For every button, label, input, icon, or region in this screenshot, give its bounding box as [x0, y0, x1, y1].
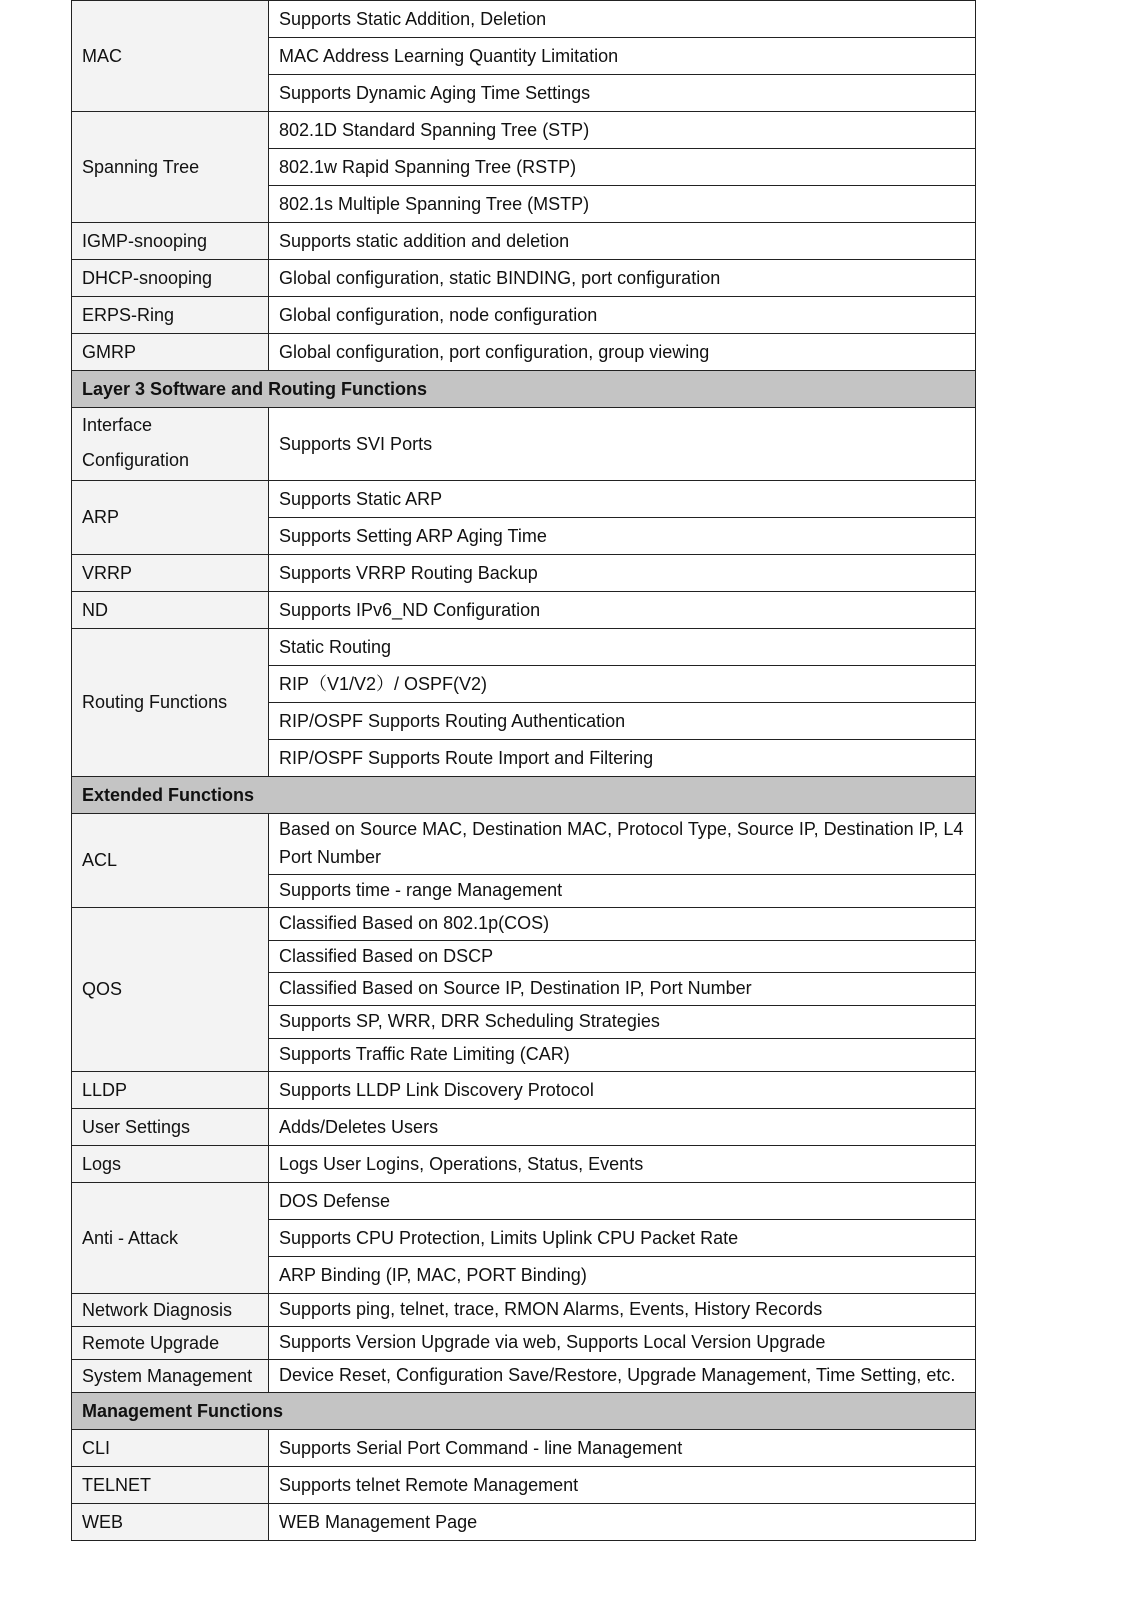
feature-label: Logs: [72, 1146, 269, 1183]
feature-detail: RIP/OSPF Supports Route Import and Filtering: [269, 740, 976, 777]
table-row: [72, 814, 976, 875]
feature-detail: DOS Defense: [269, 1183, 976, 1220]
table-row: [72, 1109, 976, 1146]
feature-label: Anti - Attack: [72, 1183, 269, 1294]
table-row: [72, 1183, 976, 1220]
feature-detail: Supports Serial Port Command - line Management: [269, 1429, 976, 1466]
feature-detail: Supports Traffic Rate Limiting (CAR): [269, 1039, 976, 1072]
table-row: [72, 1503, 976, 1540]
feature-label: MAC: [72, 1, 269, 112]
feature-label: ND: [72, 592, 269, 629]
feature-label: System Management: [72, 1359, 269, 1392]
feature-label: GMRP: [72, 334, 269, 371]
table-row: [72, 629, 976, 666]
section-header-row: [72, 371, 976, 408]
feature-label: User Settings: [72, 1109, 269, 1146]
feature-label: LLDP: [72, 1072, 269, 1109]
feature-label: IGMP-snooping: [72, 223, 269, 260]
feature-detail: Logs User Logins, Operations, Status, Events: [269, 1146, 976, 1183]
feature-detail: Global configuration, static BINDING, port configuration: [269, 260, 976, 297]
feature-label: Network Diagnosis: [72, 1294, 269, 1327]
table-row: [72, 112, 976, 149]
feature-detail: RIP（V1/V2）/ OSPF(V2): [269, 666, 976, 703]
spec-table: [71, 0, 976, 1541]
feature-label: CLI: [72, 1429, 269, 1466]
feature-label: VRRP: [72, 555, 269, 592]
feature-detail: MAC Address Learning Quantity Limitation: [269, 38, 976, 75]
feature-detail: Supports VRRP Routing Backup: [269, 555, 976, 592]
feature-detail: 802.1w Rapid Spanning Tree (RSTP): [269, 149, 976, 186]
feature-label: ACL: [72, 814, 269, 908]
feature-detail: 802.1D Standard Spanning Tree (STP): [269, 112, 976, 149]
table-row: [72, 223, 976, 260]
feature-detail: Global configuration, port configuration, group viewing: [269, 334, 976, 371]
table-row: [72, 1466, 976, 1503]
feature-detail: Supports LLDP Link Discovery Protocol: [269, 1072, 976, 1109]
feature-detail: Supports Dynamic Aging Time Settings: [269, 75, 976, 112]
table-row: [72, 1072, 976, 1109]
feature-detail: Supports Setting ARP Aging Time: [269, 518, 976, 555]
table-row: [72, 1429, 976, 1466]
section-title: Extended Functions: [72, 777, 976, 814]
feature-label: Remote Upgrade: [72, 1327, 269, 1360]
feature-detail: Supports time - range Management: [269, 874, 976, 907]
section-title: Management Functions: [72, 1392, 976, 1429]
table-row: [72, 408, 976, 481]
table-row: [72, 555, 976, 592]
table-row: [72, 1, 976, 38]
feature-detail: Based on Source MAC, Destination MAC, Protocol Type, Source IP, Destination IP, L4 Port Number: [269, 814, 976, 875]
table-row: [72, 334, 976, 371]
feature-detail: 802.1s Multiple Spanning Tree (MSTP): [269, 186, 976, 223]
table-row: [72, 260, 976, 297]
table-row: [72, 1359, 976, 1392]
table-row: [72, 297, 976, 334]
feature-detail: ARP Binding (IP, MAC, PORT Binding): [269, 1257, 976, 1294]
table-row: [72, 907, 976, 940]
table-row: [72, 481, 976, 518]
feature-detail: Supports ping, telnet, trace, RMON Alarms, Events, History Records: [269, 1294, 976, 1327]
table-row: [72, 1294, 976, 1327]
feature-detail: Supports SVI Ports: [269, 408, 976, 481]
feature-label: DHCP-snooping: [72, 260, 269, 297]
feature-detail: RIP/OSPF Supports Routing Authentication: [269, 703, 976, 740]
feature-detail: Supports CPU Protection, Limits Uplink CPU Packet Rate: [269, 1220, 976, 1257]
feature-label: Interface Configuration: [72, 408, 269, 481]
feature-label: TELNET: [72, 1466, 269, 1503]
table-row: [72, 592, 976, 629]
feature-detail: Classified Based on Source IP, Destination IP, Port Number: [269, 973, 976, 1006]
feature-label: QOS: [72, 907, 269, 1071]
table-row: [72, 1327, 976, 1360]
feature-detail: Supports Static Addition, Deletion: [269, 1, 976, 38]
feature-detail: Supports Static ARP: [269, 481, 976, 518]
section-header-row: [72, 777, 976, 814]
feature-label: ARP: [72, 481, 269, 555]
feature-label: ERPS-Ring: [72, 297, 269, 334]
section-header-row: [72, 1392, 976, 1429]
feature-detail: WEB Management Page: [269, 1503, 976, 1540]
table-row: [72, 1146, 976, 1183]
feature-detail: Supports SP, WRR, DRR Scheduling Strategies: [269, 1006, 976, 1039]
feature-detail: Classified Based on DSCP: [269, 940, 976, 973]
feature-label: Spanning Tree: [72, 112, 269, 223]
feature-detail: Supports static addition and deletion: [269, 223, 976, 260]
feature-label: WEB: [72, 1503, 269, 1540]
feature-detail: Device Reset, Configuration Save/Restore, Upgrade Management, Time Setting, etc.: [269, 1359, 976, 1392]
feature-detail: Supports Version Upgrade via web, Supports Local Version Upgrade: [269, 1327, 976, 1360]
feature-label: Routing Functions: [72, 629, 269, 777]
feature-detail: Supports IPv6_ND Configuration: [269, 592, 976, 629]
feature-detail: Static Routing: [269, 629, 976, 666]
feature-detail: Supports telnet Remote Management: [269, 1466, 976, 1503]
feature-detail: Adds/Deletes Users: [269, 1109, 976, 1146]
section-title: Layer 3 Software and Routing Functions: [72, 371, 976, 408]
feature-detail: Classified Based on 802.1p(COS): [269, 907, 976, 940]
feature-detail: Global configuration, node configuration: [269, 297, 976, 334]
spec-table-body: [72, 1, 976, 1541]
